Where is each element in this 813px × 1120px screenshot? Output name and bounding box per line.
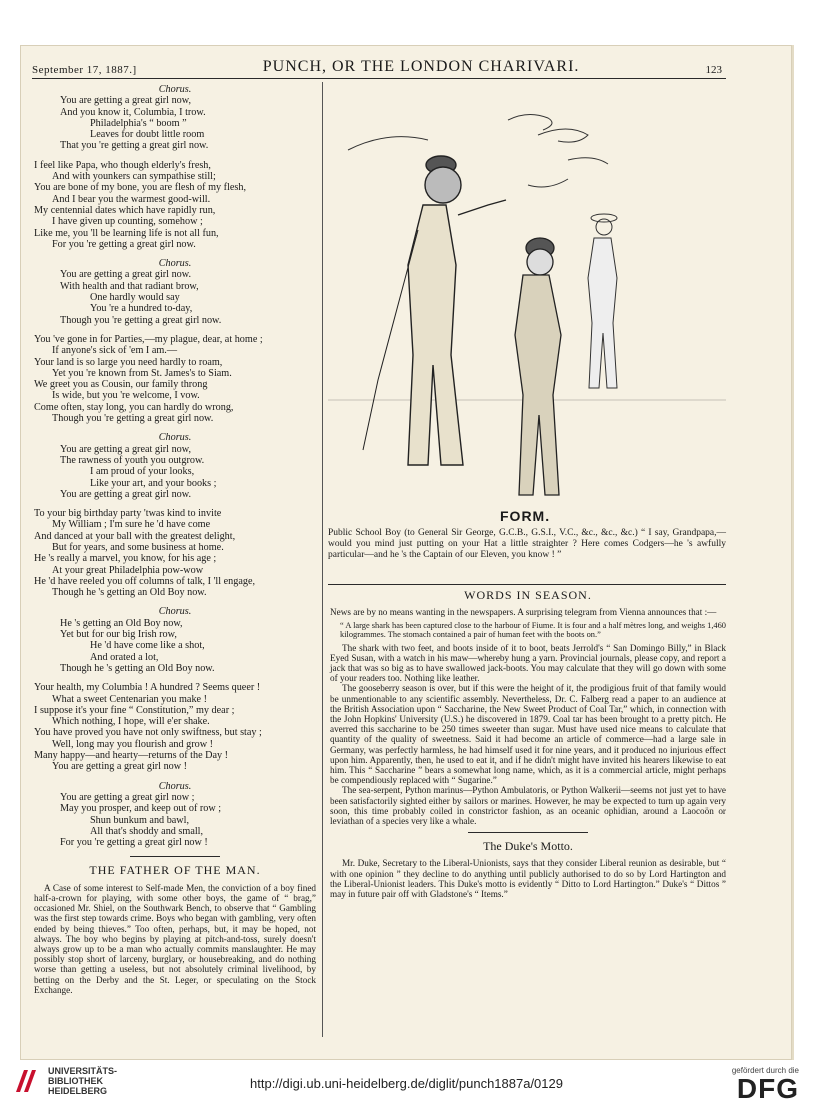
header-page-number: 123 [705,64,722,76]
words-intro: News are by no means wanting in the newspapers. A surprising telegram from Vienna announces that :— [330,607,717,618]
poem-line: Like me, you 'll be learning life is not all fun, [34,227,219,239]
poem-line: One hardly would say [90,292,180,304]
poem-line: Like your art, and your books ; [90,477,217,489]
chorus-4 [34,606,316,674]
poem-line: Though he 's getting an Old Boy now. [60,662,215,674]
motto-section-body: Mr. Duke, Secretary to the Liberal-Unionists, says that they consider Liberal reunion as desirable, but “ with one opinion ” they decline to do anything until publicly authorised to do so by Lord Hartington and the Liberal-Unionist leaders. This Duke's motto is evidently “ Ditto to Lord Hartington.” Duke's “ Dittos ” may in future pair off with Gladstone's “ Items.” [330,858,726,900]
page-header [32,54,722,76]
poem-line: You 're a hundred to-day, [90,303,193,315]
poem-line: To your big birthday party 'twas kind to invite [34,508,222,520]
words-paragraph: The shark with two feet, and boots inside of it to boot, beats Jerrold's “ San Domingo Billy,” in Black Eyed Susan, with a watch in his maw—whereby hung a yarn. Provincial journals, please copy, and report a jack that was so big as to have swallowed jack-boots. You may calculate that they will go down with some of your readers too. Nothing like leather. [330,642,726,684]
poem-line: And danced at your ball with the greatest delight, [34,530,236,542]
poem-line: Your land is so large you need hardly to roam, [34,356,223,368]
boy-figure [515,238,561,495]
poem-line: You are getting a great girl now. [60,269,191,281]
poem-line: Leaves for doubt little room [90,129,205,141]
poem-line: He 'd have reeled you off columns of talk, I 'll engage, [34,575,256,587]
funder-name: DFG [736,1073,799,1104]
right-column-text [330,588,726,899]
poem-line: We greet you as Cousin, our family throng [34,379,208,391]
section-rule [468,832,588,833]
poem-line: I have given up counting, somehow ; [52,216,203,228]
words-paragraph: The sea-serpent, Python marinus—Python Ambulatoris, or Python Walkerii—seems not just yet to have been satisfactorily sighted either by sailors or marines. However, he may be expected to turn up again very soon, this time probably coiled in constrictor fashion, as an oceanic ophidian, around a Laocoön or leviathan of a species very like a whale. [330,785,726,826]
poem-line: You 've gone in for Parties,—my plague, dear, at home ; [34,333,263,345]
chorus-heading: Chorus. [158,432,192,444]
poem-line: You are getting a great girl now, [60,95,191,107]
poem-line: You have proved you have not only swiftness, but stay ; [34,727,262,739]
poem-line: For you 're getting a great girl now ! [60,837,208,849]
poem-line: Which nothing, I hope, will e'er shake. [52,716,210,728]
section-rule [130,856,220,857]
section-rule [328,584,726,585]
poem-line: And orated a lot, [90,651,159,663]
poem-line: You are getting a great girl now. [60,488,191,500]
stanza-4 [34,682,316,772]
poem-line: You are bone of my bone, you are flesh of my flesh, [34,182,247,194]
poem-line: I suppose it's your fine “ Constitution,” my dear ; [34,704,235,716]
poem-line: But for years, and some business at home. [52,541,224,553]
header-rule [32,78,726,79]
poem-line: With health and that radiant brow, [60,280,199,292]
poem-line: Philadelphia's “ boom ” [90,117,187,129]
cartoon-caption: Public School Boy (to General Sir George, G.C.B., G.S.I., V.C., &c., &c., &c.) “ I say, Grandpapa,—would you mind just putting on your Hat a little straighter ? Here comes Codgers—he 's awfully particular—and he 's the Captain of our Eleven, you know ! ” [328,528,726,560]
poem-line: Though you 're getting a great girl now. [60,314,222,326]
column-rule [322,82,323,1037]
poem-line: You are getting a great girl now, [60,443,191,455]
poem-line: And with younkers can sympathise still; [52,171,216,183]
poem-line: Yet you 're known from St. James's to Siam. [52,367,232,379]
poem-line: Your health, my Columbia ! A hundred ? Seems queer ! [34,682,261,694]
cartoon-title: FORM. [500,508,551,524]
poem-line: Yet but for our big Irish row, [60,629,177,641]
library-name: UNIVERSITÄTS- BIBLIOTHEK HEIDELBERG [48,1066,118,1096]
poem-line: Is wide, but you 're welcome, I vow. [52,390,200,402]
poem-line: What a sweet Centenarian you make ! [52,693,208,705]
chorus-2 [34,258,316,326]
poem-line: The rawness of youth you outgrow. [60,454,205,466]
poem-line: At your great Philadelphia pow-wow [52,564,204,576]
poem-line: I feel like Papa, who though elderly's fresh, [34,159,211,171]
father-section-title: THE FATHER OF THE MAN. [89,863,261,878]
poem-line: May you prosper, and keep out of row ; [60,803,222,815]
poem-line: And you know it, Columbia, I trow. [60,106,206,118]
chorus-3 [34,432,316,500]
source-url[interactable]: http://digi.ub.uni-heidelberg.de/diglit/punch1887a/0129 [250,1076,563,1091]
poem-line: For you 're getting a great girl now. [52,238,196,250]
poem-line: Though you 're getting a great girl now. [52,413,214,425]
general-figure [363,156,506,465]
poem-line: You are getting a great girl now ! [52,761,188,773]
poem-line: If anyone's sick of 'em I am.— [52,345,178,357]
stanza-3 [34,508,316,598]
stanza-1 [34,160,316,250]
poem-line: He 's getting an Old Boy now, [60,617,183,629]
poem-line: Well, long may you flourish and grow ! [52,738,214,750]
poem-line: You are getting a great girl now ; [60,791,195,803]
chorus-heading: Chorus. [158,258,192,270]
poem-line: I am proud of your looks, [90,466,195,478]
poem-line: And I bear you the warmest good-will. [52,193,211,205]
poem-line: Many happy—and hearty—returns of the Day ! [34,750,229,762]
cartoon-illustration [328,90,726,505]
funded-by-label: gefördert durch die [731,1066,799,1075]
header-date: September 17, 1887.] [32,64,137,76]
poem-line: All that's shoddy and small, [90,825,204,837]
poem-line: Come often, stay long, you can hardly do wrong, [34,401,234,413]
stanza-2 [34,334,316,424]
poem-line: He 's really a marvel, you know, for his age ; [34,553,217,565]
funder-logo [732,1066,799,1103]
cricketer-figure [588,214,617,388]
poem-line: Though he 's getting an Old Boy now. [52,587,207,599]
words-paragraph: The gooseberry season is over, but if this were the height of it, the prodigious fruit of that family would be unmentionable to any scientific assembly. Nevertheless, Dr. C. Falberg read a paper to an audience at the British Association upon “ Saccharine, the New Sweet Product of Coal Tar,” which, in connection with the John Hopkins' University (U.S.) he discovered in 1879. Coal tar has been brought to a pretty pitch. He averred this saccharine to be 250 times sweeter than sugar. Must have used nice means to calculate that quantity of the quality of sweetness. Said it had become an article of commerce—had a large sale in Germany, was perfectly harmless, he had himself used it for nine years, and it produced no injurious effect upon him. Apparently, then, he used to eat it, and if he didn't might have invited his hearers likewise to eat him. This “ Saccharine ” bears a somewhat long name, which, as it is a commercial article, might perhaps be compendiously replaced with “ Sugarine.” [330,683,726,786]
motto-section-title: The Duke's Motto. [483,839,573,854]
chorus-heading: Chorus. [158,84,192,95]
chorus-1 [34,84,316,152]
poem-line: My centennial dates which have rapidly run, [34,204,216,216]
poem-line: That you 're getting a great girl now. [60,140,209,152]
poem-line: My William ; I'm sure he 'd have come [52,519,211,531]
chorus-heading: Chorus. [158,780,192,792]
poem-line: Shun bunkum and bawl, [90,814,190,826]
poem-line: He 'd have come like a shot, [90,640,205,652]
header-title: PUNCH, OR THE LONDON CHARIVARI. [262,58,580,75]
chorus-5 [34,781,316,849]
chorus-heading: Chorus. [158,606,192,618]
father-section-body: A Case of some interest to Self-made Men, the conviction of a boy fined half-a-crown for playing, with some other boys, the game of “ brag,” occasioned Mr. Shiel, on the Southwark Bench, to observe that “ Gambling was the first step towards crime. Boys who began with gambling, very often ended by being thieves.” Too often, perhaps, but, it may be hoped, not always. The boy who begins by playing at pitch-and-toss, surely doesn't always grow up to be a man who actually commits manslaughter. He may possibly stop short of larceny, burglary, or housebreaking, and do nothing worse than getting a useless, but not absolutely criminal livelihood, by betting on the Derby and the St. Leger, or speculating on the Stock Exchange. [34,882,316,995]
left-column [34,84,316,995]
words-quote: “ A large shark has been captured close to the harbour of Fiume. It is four and a half mètres long, and weighs 1,460 kilogrammes. The stomach contained a pair of human feet with the boots on.” [340,620,726,639]
words-section-title: WORDS IN SEASON. [464,588,592,602]
